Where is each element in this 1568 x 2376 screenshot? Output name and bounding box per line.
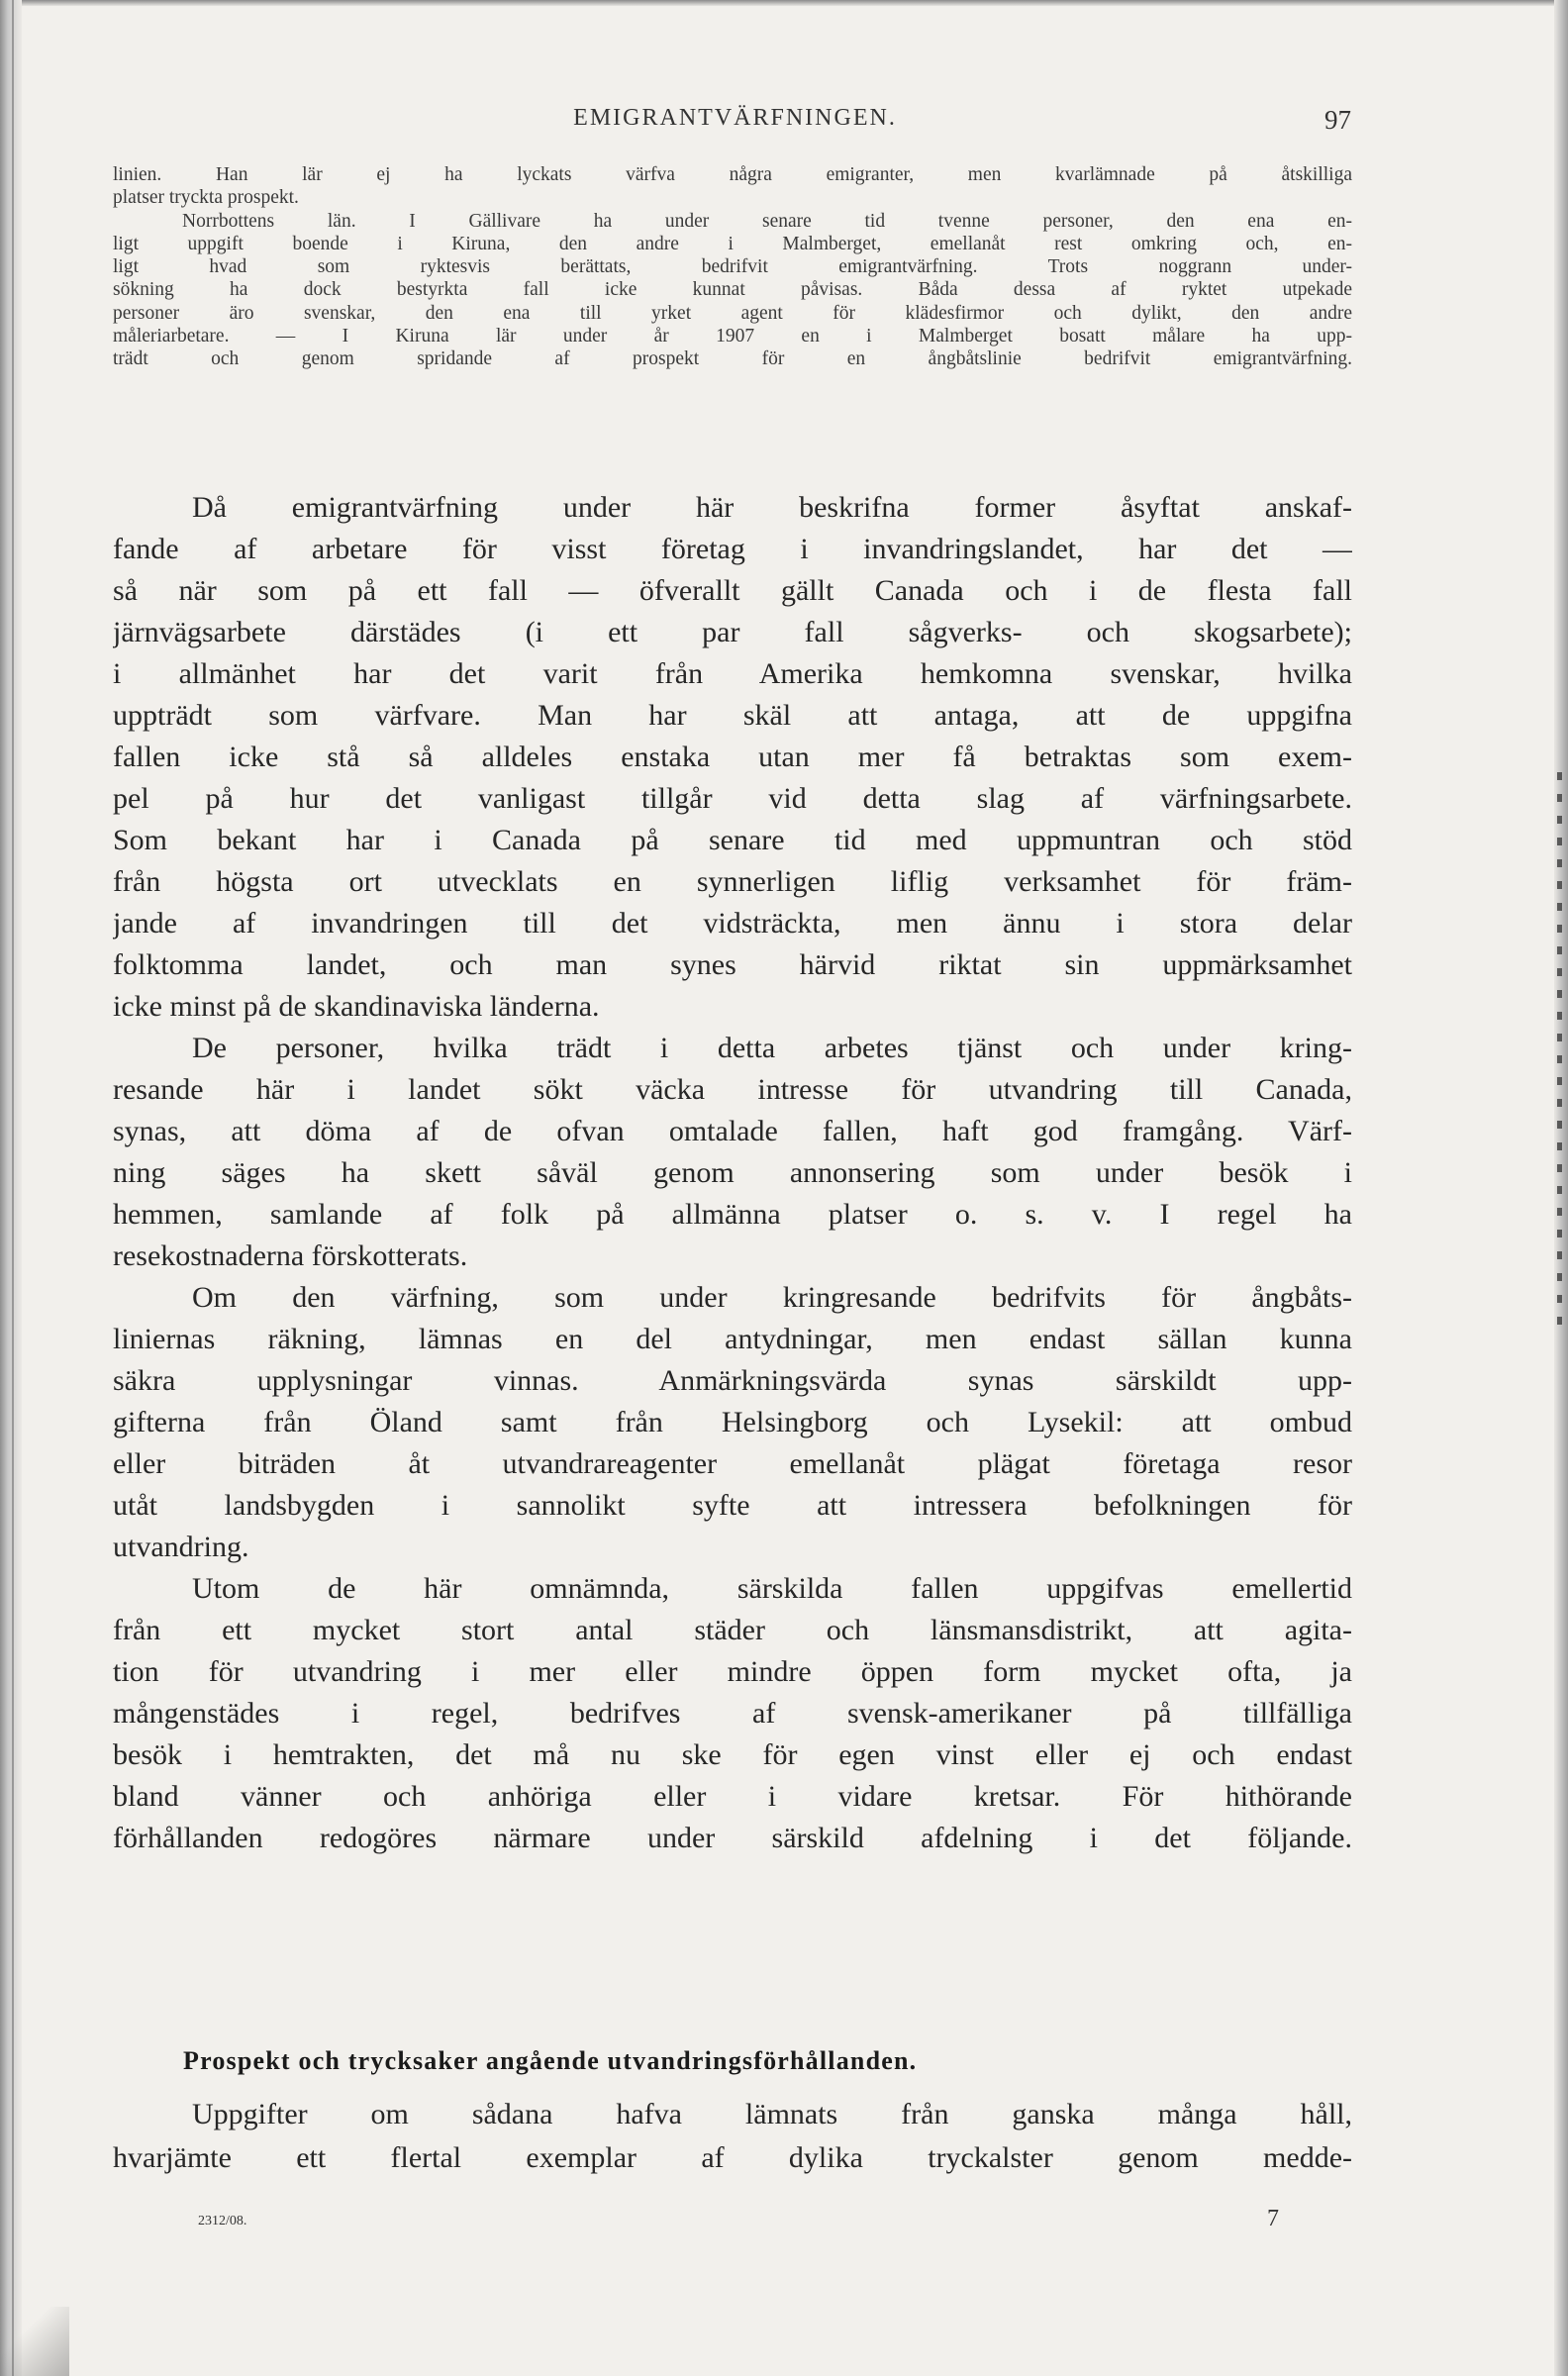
paragraph-line: fallen icke stå så alldeles enstaka utan mer få betraktas som exem- xyxy=(113,741,1352,773)
note-line: personer äro svenskar, den ena till yrket agent för klädesfirmor och dylikt, den andre xyxy=(113,302,1352,324)
paragraph-line: Uppgifter om sådana hafva lämnats från ganska många håll, xyxy=(192,2098,1352,2130)
paragraph-line: besök i hemtrakten, det må nu ske för egen vinst eller ej och endast xyxy=(113,1738,1352,1771)
section-heading: Prospekt och trycksaker angående utvandringsförhållanden. xyxy=(183,2046,918,2075)
binding-rule xyxy=(12,0,14,2376)
paragraph-line: uppträdt som värfvare. Man har skäl att antaga, att de uppgifna xyxy=(113,699,1352,732)
paragraph-line: Utom de här omnämnda, särskilda fallen uppgifvas emellertid xyxy=(192,1572,1352,1605)
paragraph-line: från högsta ort utvecklats en synnerligen liflig verksamhet för främ- xyxy=(113,865,1352,898)
printer-signature: 2312/08. xyxy=(198,2214,247,2228)
note-line: linien. Han lär ej ha lyckats värfva några emigranter, men kvarlämnade på åtskilliga xyxy=(113,164,1352,185)
note-line: måleriarbetare. — I Kiruna lär under år 1907 en i Malmberget bosatt målare ha upp- xyxy=(113,326,1352,347)
paragraph-line: fande af arbetare för visst företag i invandringslandet, har det — xyxy=(113,533,1352,565)
paragraph-line: Då emigrantvärfning under här beskrifna former åsyftat anskaf- xyxy=(192,491,1352,524)
paragraph-line: bland vänner och anhöriga eller i vidare kretsar. För hithörande xyxy=(113,1780,1352,1813)
paragraph-line: liniernas räkning, lämnas en del antydningar, men endast sällan kunna xyxy=(113,1323,1352,1355)
paragraph-line: från ett mycket stort antal städer och länsmansdistrikt, att agita- xyxy=(113,1614,1352,1646)
paragraph-line: tion för utvandring i mer eller mindre öppen form mycket ofta, ja xyxy=(113,1655,1352,1688)
paragraph-line: Om den värfning, som under kringresande bedrifvits för ångbåts- xyxy=(192,1281,1352,1314)
paragraph-line: hvarjämte ett flertal exemplar af dylika tryckalster genom medde- xyxy=(113,2141,1352,2174)
note-line: ligt uppgift boende i Kiruna, den andre i Malmberget, emellanåt rest omkring och, en- xyxy=(113,233,1352,254)
paragraph-line: jande af invandringen till det vidsträckta, men ännu i stora delar xyxy=(113,907,1352,940)
paragraph-line: mångenstädes i regel, bedrifves af svensk-amerikaner på tillfälliga xyxy=(113,1697,1352,1730)
paragraph-line: Som bekant har i Canada på senare tid med uppmuntran och stöd xyxy=(113,824,1352,856)
paragraph-line: utåt landsbygden i sannolikt syfte att intressera befolkningen för xyxy=(113,1489,1352,1522)
page-number: 97 xyxy=(1324,105,1351,135)
right-edge-marks xyxy=(1557,772,1562,1327)
paragraph-line: så när som på ett fall — öfverallt gällt Canada och i de flesta fall xyxy=(113,574,1352,607)
note-line: ligt hvad som ryktesvis berättats, bedrifvit emigrantvärfning. Trots noggrann under- xyxy=(113,256,1352,278)
sheet-number: 7 xyxy=(1267,2206,1279,2231)
paragraph-line: eller biträden åt utvandrareagenter emellanåt plägat företaga resor xyxy=(113,1447,1352,1480)
paragraph-line: järnvägsarbete därstädes (i ett par fall sågverks- och skogsarbete); xyxy=(113,616,1352,648)
section-text xyxy=(113,2093,1352,2180)
paragraph-line: säkra upplysningar vinnas. Anmärkningsvärda synas särskildt upp- xyxy=(113,1364,1352,1397)
binding-shadow xyxy=(0,0,22,2376)
main-text xyxy=(113,487,1352,1859)
paragraph-line: förhållanden redogöres närmare under särskild afdelning i det följande. xyxy=(113,1822,1352,1854)
small-print-note xyxy=(113,163,1352,371)
running-header xyxy=(119,105,1351,145)
paragraph-line: resekostnaderna förskotterats. xyxy=(113,1239,468,1272)
header-title: EMIGRANTVÄRFNINGEN. xyxy=(573,105,897,131)
paragraph-line: icke minst på de skandinaviska länderna. xyxy=(113,990,600,1023)
paragraph-line: synas, att döma af de ofvan omtalade fallen, haft god framgång. Värf- xyxy=(113,1115,1352,1147)
top-edge xyxy=(0,0,1568,6)
paragraph-line: hemmen, samlande af folk på allmänna platser o. s. v. I regel ha xyxy=(113,1198,1352,1231)
note-line: sökning ha dock bestyrkta fall icke kunnat påvisas. Båda dessa af ryktet utpekade xyxy=(113,279,1352,301)
paragraph-line: gifterna från Öland samt från Helsingborg och Lysekil: att ombud xyxy=(113,1406,1352,1438)
corner-shadow xyxy=(0,2307,69,2376)
note-line: platser tryckta prospekt. xyxy=(113,187,299,209)
note-line: trädt och genom spridande af prospekt för en ångbåtslinie bedrifvit emigrantvärfning. xyxy=(113,348,1352,370)
paragraph-line: resande här i landet sökt väcka intresse för utvandring till Canada, xyxy=(113,1073,1352,1106)
paragraph-line: De personer, hvilka trädt i detta arbetes tjänst och under kring- xyxy=(192,1032,1352,1064)
note-line: Norrbottens län. I Gällivare ha under senare tid tvenne personer, den ena en- xyxy=(182,210,1352,232)
paragraph-line: i allmänhet har det varit från Amerika hemkomna svenskar, hvilka xyxy=(113,657,1352,690)
paragraph-line: ning säges ha skett såväl genom annonsering som under besök i xyxy=(113,1156,1352,1189)
paragraph-line: pel på hur det vanligast tillgår vid detta slag af värfningsarbete. xyxy=(113,782,1352,815)
paragraph-line: utvandring. xyxy=(113,1531,249,1563)
paragraph-line: folktomma landet, och man synes härvid riktat sin uppmärksamhet xyxy=(113,948,1352,981)
